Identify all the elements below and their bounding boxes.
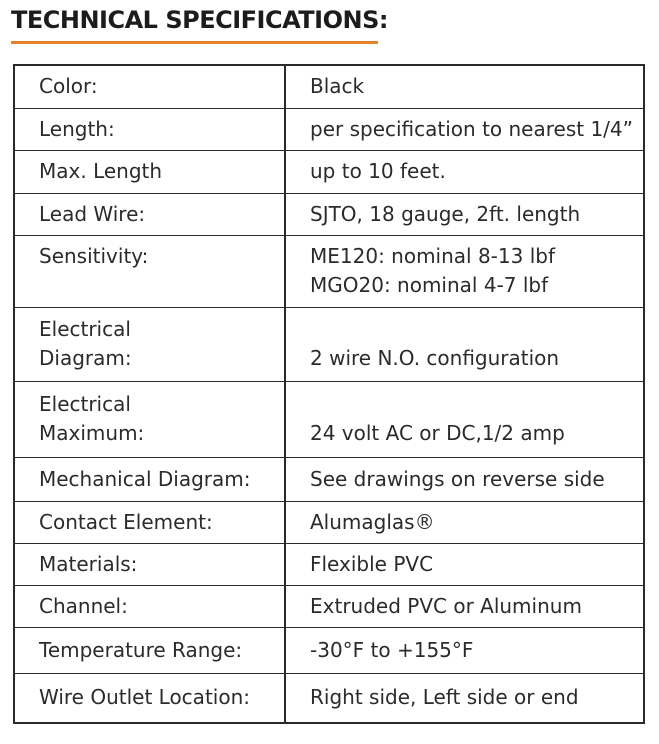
spec-label	[14, 307, 285, 381]
table-row-max-length	[14, 150, 644, 193]
spec-value: Extruded PVC or Aluminum	[285, 585, 644, 627]
spec-label: Length:	[14, 108, 285, 150]
spec-label: Channel:	[14, 585, 285, 627]
table-row-electrical-maximum	[14, 381, 644, 457]
table-row-wire-outlet-location	[14, 673, 644, 723]
spec-value	[285, 235, 644, 307]
spec-label-line: Electrical	[39, 317, 131, 341]
table-row-color	[14, 65, 644, 108]
spec-value: Right side, Left side or end	[285, 673, 644, 723]
spec-label: Mechanical Diagram:	[14, 457, 285, 501]
table-row-length	[14, 108, 644, 150]
spec-label	[14, 381, 285, 457]
spec-label-line: Maximum:	[39, 421, 145, 445]
spec-label: Temperature Range:	[14, 627, 285, 673]
spec-value: up to 10 feet.	[285, 150, 644, 193]
spec-value-line: ME120: nominal 8-13 lbf	[310, 244, 555, 268]
table-row-temperature-range	[14, 627, 644, 673]
table-row-contact-element	[14, 501, 644, 543]
spec-label: Materials:	[14, 543, 285, 585]
spec-value: Flexible PVC	[285, 543, 644, 585]
spec-label: Sensitivity:	[14, 235, 285, 307]
spec-value: SJTO, 18 gauge, 2ft. length	[285, 193, 644, 235]
table-row-electrical-diagram	[14, 307, 644, 381]
spec-value: Alumaglas®	[285, 501, 644, 543]
table-row-materials	[14, 543, 644, 585]
spacer	[310, 390, 643, 419]
table-row-channel	[14, 585, 644, 627]
spec-value-line: MGO20: nominal 4-7 lbf	[310, 273, 549, 297]
spec-value: -30°F to +155°F	[285, 627, 644, 673]
spec-label: Contact Element:	[14, 501, 285, 543]
spec-value	[285, 381, 644, 457]
spec-value-line: 24 volt AC or DC,1/2 amp	[310, 421, 565, 445]
spec-value	[285, 307, 644, 381]
title-underline	[11, 41, 378, 44]
spec-value: Black	[285, 65, 644, 108]
spec-label-line: Diagram:	[39, 346, 132, 370]
table-row-lead-wire	[14, 193, 644, 235]
spec-label: Color:	[14, 65, 285, 108]
spec-value-line: 2 wire N.O. configuration	[310, 346, 560, 370]
table-row-mechanical-diagram	[14, 457, 644, 501]
table-row-sensitivity	[14, 235, 644, 307]
page-title: TECHNICAL SPECIFICATIONS:	[11, 6, 388, 34]
spec-label: Wire Outlet Location:	[14, 673, 285, 723]
spec-value: per specification to nearest 1/4”	[285, 108, 644, 150]
spec-label: Max. Length	[14, 150, 285, 193]
spacer	[310, 315, 643, 344]
spec-label-line: Electrical	[39, 392, 131, 416]
spec-value: See drawings on reverse side	[285, 457, 644, 501]
specifications-table	[13, 64, 645, 724]
spec-label: Lead Wire:	[14, 193, 285, 235]
